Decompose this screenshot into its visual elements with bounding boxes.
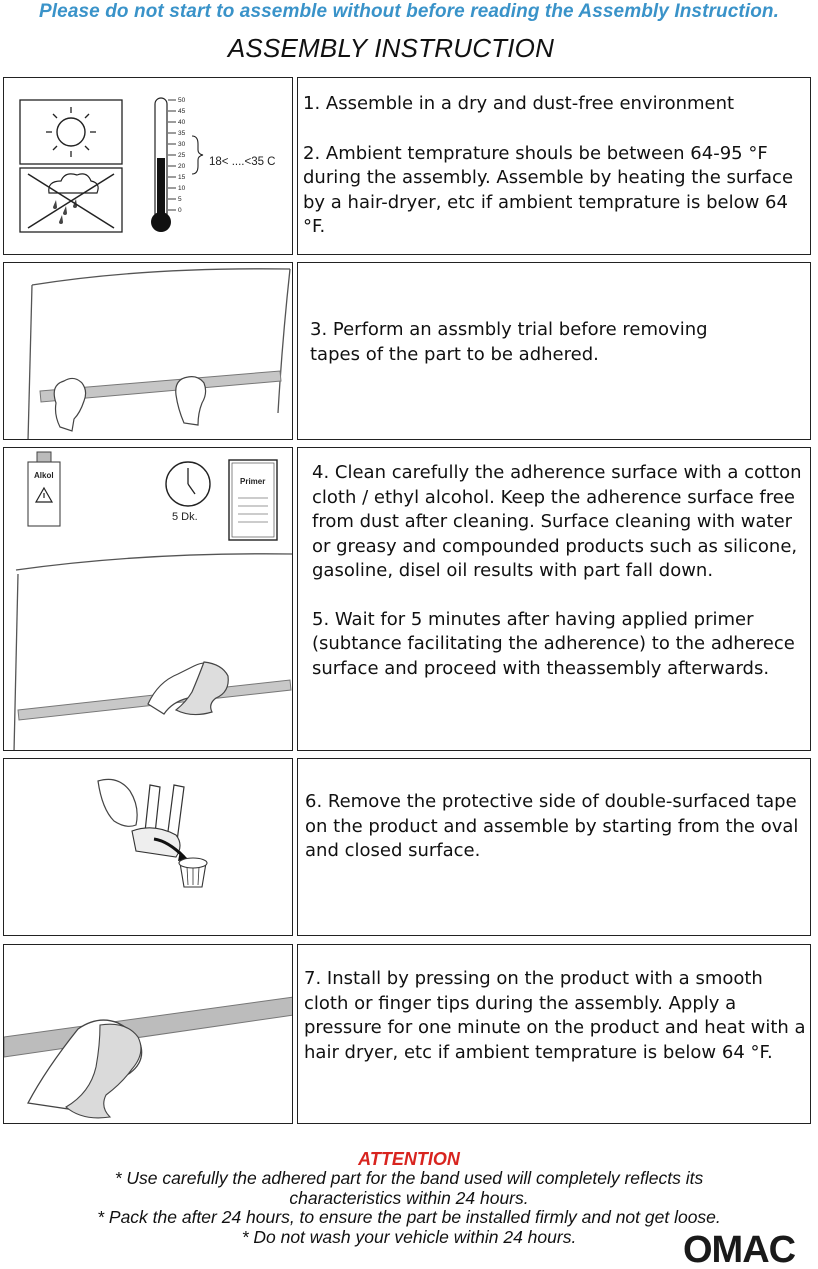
tick-label: 40 — [178, 119, 186, 126]
attention-heading: ATTENTION — [358, 1149, 460, 1169]
tick-label: 45 — [178, 108, 186, 115]
step-1-text — [297, 77, 811, 255]
clock-icon — [166, 462, 210, 523]
tick-label: 30 — [178, 141, 186, 148]
step-1-illustration — [3, 77, 293, 255]
timer-label: 5 Dk. — [172, 511, 198, 523]
primer-label: Primer — [240, 477, 266, 486]
brand-name: OMAC — [683, 1229, 796, 1268]
step-paragraph: 1. Assemble in a dry and dust-free environment — [303, 93, 735, 114]
note-line: * Do not wash your vehicle within 24 hours. — [241, 1226, 577, 1247]
reading-notice: Please do not start to assemble without before reading the Assembly Instruction. — [39, 1, 779, 22]
cloth-hand-icon — [148, 662, 228, 715]
alcohol-bottle-icon — [28, 452, 60, 526]
step-paragraph: 2. Ambient temprature shouls be between 64-95 °F during the assembly. Assemble by heating the surface by a hair-dryer, etc if ambient temprature is below 64 °F. — [303, 142, 794, 237]
step-7-text — [297, 944, 811, 1124]
no-rain-icon — [20, 168, 122, 232]
temperature-range-label: 18< ....<35 C — [209, 156, 276, 168]
tape-peel-icon — [98, 779, 207, 887]
tick-label: 50 — [178, 97, 186, 104]
tick-label: 25 — [178, 152, 186, 159]
tick-label: 20 — [178, 163, 186, 170]
step-paragraph: 3. Perform an assmbly trial before removing tapes of the part to be adhered. — [310, 319, 708, 365]
step-paragraph: 7. Install by pressing on the product with a smooth cloth or finger tips during the assembly. Apply a pressure for one minute on the product and heat with a hair dryer, etc if ambient temprature is below 64 °F. — [304, 968, 806, 1063]
primer-card-icon — [229, 460, 277, 540]
tick-label: 15 — [178, 174, 186, 181]
step-6-text — [297, 758, 811, 936]
step-paragraph: 5. Wait for 5 minutes after having applied primer (subtance facilitating the adherence) to the adherece surface and proceed with theassembly afterwards. — [312, 608, 795, 679]
step-6-illustration — [3, 758, 293, 936]
step-paragraph: 6. Remove the protective side of double-surfaced tape on the product and assemble by starting from the oval and closed surface. — [305, 791, 799, 861]
sun-icon — [20, 100, 122, 164]
note-line: * Use carefully the adhered part for the band used will completely reflects its — [114, 1168, 704, 1188]
tick-label: 0 — [178, 207, 182, 214]
tick-label: 35 — [178, 130, 186, 137]
step-3-illustration — [3, 262, 293, 440]
step-4-text — [297, 447, 811, 751]
note-line: characteristics within 24 hours. — [289, 1187, 529, 1208]
thermometer-icon — [151, 97, 276, 232]
note-line: * Pack the after 24 hours, to ensure the part be installed firmly and not get loose. — [97, 1207, 721, 1227]
alcohol-label: Alkol — [34, 471, 54, 480]
step-7-illustration — [3, 944, 293, 1124]
step-3-text — [297, 262, 811, 440]
page-title: ASSEMBLY INSTRUCTION — [227, 33, 555, 63]
tick-label: 10 — [178, 185, 186, 192]
step-paragraph: 4. Clean carefully the adherence surface with a cotton cloth / ethyl alcohol. Keep the adherence surface free from dust after cleaning. Surface cleaning with water or greasy and compounded products such as silicone, gasoline, disel oil results with part fall down. — [312, 462, 802, 581]
tick-label: 5 — [178, 196, 182, 203]
step-4-illustration — [3, 447, 293, 751]
brand-logo — [683, 1228, 815, 1268]
